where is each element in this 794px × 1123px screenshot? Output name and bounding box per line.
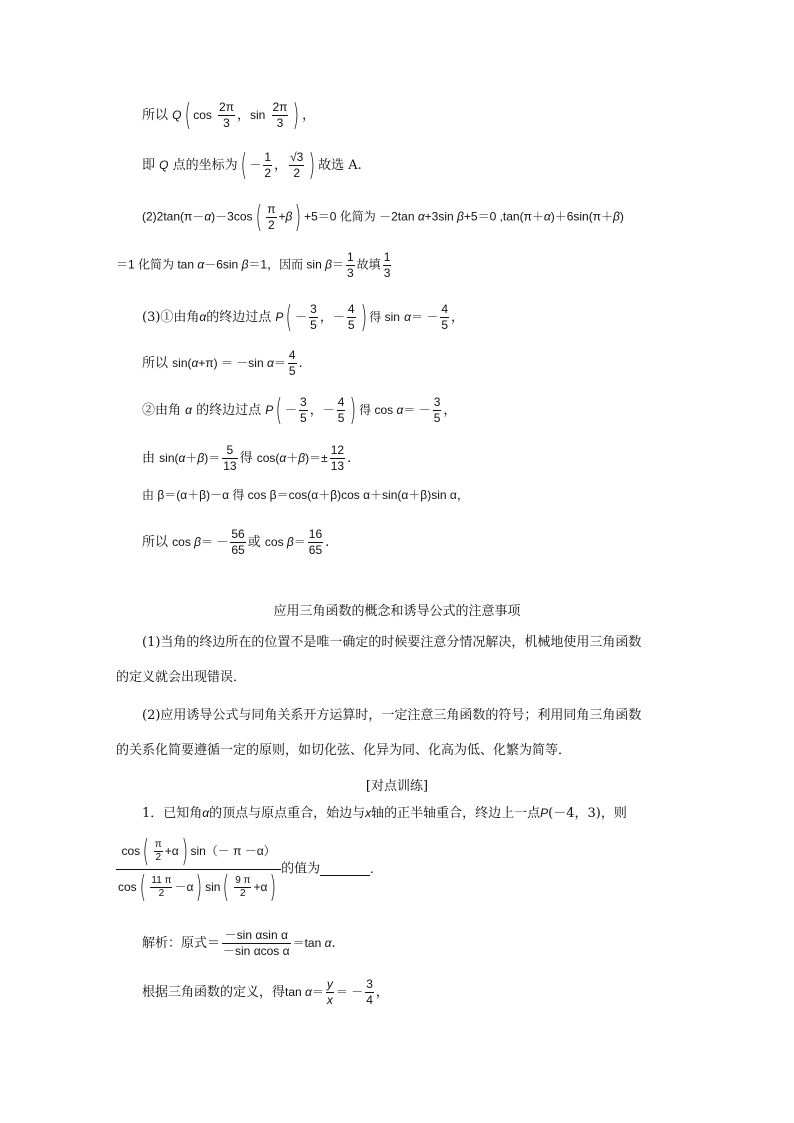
num: 1 bbox=[383, 250, 391, 264]
beta: β bbox=[197, 451, 205, 465]
den: 2 bbox=[240, 888, 246, 900]
text: ②由角 bbox=[142, 403, 182, 418]
text: 得 bbox=[239, 451, 253, 466]
fraction bbox=[272, 100, 289, 131]
comma: ， bbox=[302, 108, 316, 123]
period: . bbox=[298, 356, 303, 371]
num: 3 bbox=[366, 977, 373, 991]
den: 5 bbox=[433, 411, 441, 425]
period: . bbox=[325, 535, 330, 550]
fraction bbox=[365, 977, 374, 1008]
alpha: α bbox=[185, 403, 192, 417]
text: )－3cos bbox=[211, 209, 253, 224]
fraction bbox=[347, 302, 356, 333]
text: (2)2tan(π－ bbox=[142, 209, 205, 224]
fraction bbox=[308, 527, 323, 558]
beta: β bbox=[613, 209, 620, 224]
p6-line: 由 β＝(α＋β)－α 得 cos β＝cos(α＋β)cos α＋sin(α＋β)sin α， bbox=[142, 488, 469, 502]
text: 即 bbox=[142, 158, 156, 173]
paren: ( bbox=[184, 97, 191, 133]
den: 3 bbox=[346, 266, 354, 280]
fraction bbox=[440, 302, 449, 333]
text: 由 bbox=[142, 451, 156, 466]
sign: － bbox=[295, 310, 308, 324]
text: 所以 bbox=[142, 108, 169, 123]
num: √3 bbox=[290, 150, 304, 164]
text: (－4，3)，则 bbox=[548, 806, 627, 821]
solution-line2 bbox=[142, 977, 389, 1008]
den: 5 bbox=[310, 318, 317, 332]
alpha: α bbox=[204, 209, 212, 224]
den: 3 bbox=[383, 266, 391, 280]
beta: β bbox=[194, 535, 202, 549]
beta: β bbox=[286, 535, 294, 549]
comma: ， bbox=[375, 985, 389, 1000]
alpha: α bbox=[178, 451, 186, 465]
paren: ) bbox=[295, 199, 302, 235]
num: y bbox=[326, 977, 333, 991]
fraction bbox=[154, 839, 163, 864]
beta: β bbox=[298, 451, 306, 465]
text: sin( bbox=[172, 356, 192, 370]
paren: ) bbox=[181, 833, 188, 869]
text: ＝ bbox=[293, 535, 306, 549]
p2-line1 bbox=[142, 199, 624, 235]
point-label: P bbox=[265, 403, 274, 417]
sign: － bbox=[332, 310, 345, 324]
fraction bbox=[299, 395, 308, 426]
comma: ， bbox=[309, 403, 323, 418]
paren: ) bbox=[308, 147, 316, 183]
num: －sin αsin α bbox=[222, 928, 291, 944]
num: 12 bbox=[330, 443, 345, 457]
p3b-line bbox=[142, 348, 303, 379]
fraction bbox=[263, 150, 272, 181]
big-denominator bbox=[116, 870, 281, 905]
text: 的顶点与原点重合，始边与 bbox=[209, 806, 366, 821]
den: 2 bbox=[293, 166, 301, 180]
paren: ) bbox=[270, 869, 277, 905]
text: ＝ － bbox=[410, 310, 439, 324]
point-label: P bbox=[275, 310, 284, 324]
text: +α bbox=[164, 844, 179, 858]
num: 4 bbox=[337, 395, 345, 409]
beta: β bbox=[325, 257, 332, 272]
text: ＋ bbox=[286, 451, 299, 465]
num: 16 bbox=[308, 527, 323, 541]
text: cos bbox=[172, 535, 195, 549]
comma: ， bbox=[274, 158, 288, 173]
text: ＋ bbox=[185, 451, 198, 465]
sign: － bbox=[249, 158, 262, 172]
den: 2 bbox=[155, 852, 162, 864]
paren: ( bbox=[139, 869, 146, 905]
p2-line2 bbox=[116, 250, 393, 281]
text: 的终边过点 bbox=[196, 403, 262, 418]
den: 2 bbox=[264, 166, 272, 180]
text: ＝ － bbox=[335, 985, 364, 999]
note1-line2: 的定义就会出现错误． bbox=[116, 670, 247, 685]
func: sin bbox=[205, 879, 221, 894]
den: 65 bbox=[308, 543, 323, 557]
q1-expression bbox=[116, 834, 382, 905]
solution-line1 bbox=[142, 928, 336, 959]
fraction bbox=[383, 250, 392, 281]
den: 5 bbox=[347, 318, 355, 332]
paren: ( bbox=[275, 392, 283, 428]
num: 9 π bbox=[235, 875, 251, 887]
text: sin（－ π －α） bbox=[190, 844, 276, 858]
fraction bbox=[433, 395, 442, 426]
alpha: α bbox=[266, 356, 274, 370]
text: cos bbox=[264, 535, 287, 549]
text: cos( bbox=[256, 451, 280, 465]
den: 65 bbox=[231, 543, 245, 557]
den: 5 bbox=[300, 411, 307, 425]
num: 4 bbox=[288, 348, 296, 362]
text: ＝tan bbox=[292, 936, 325, 950]
q1-line1 bbox=[142, 805, 627, 822]
num: 2π bbox=[272, 100, 288, 114]
text: 的终边过点 bbox=[206, 310, 272, 325]
num: 4 bbox=[347, 302, 355, 316]
num: 3 bbox=[433, 395, 441, 409]
period: ． bbox=[370, 861, 383, 876]
den: 13 bbox=[330, 459, 345, 473]
fraction bbox=[222, 928, 291, 959]
den: 5 bbox=[337, 411, 345, 425]
text: )＝ bbox=[204, 451, 221, 465]
text: tan bbox=[285, 985, 306, 999]
p3-line bbox=[142, 299, 465, 335]
den: 4 bbox=[366, 993, 373, 1007]
text: +3sin bbox=[424, 209, 458, 224]
text: 故选 A. bbox=[318, 158, 362, 173]
point-label: Q bbox=[172, 108, 182, 122]
p7-line bbox=[142, 527, 329, 558]
fraction bbox=[309, 302, 318, 333]
den: 5 bbox=[441, 318, 448, 332]
text: －6sin bbox=[204, 257, 242, 272]
paren: ) bbox=[293, 97, 300, 133]
text: (3)①由角 bbox=[142, 310, 200, 325]
text: +α bbox=[253, 879, 268, 894]
text: ＝ bbox=[273, 356, 286, 370]
note1-line1: (1)当角的终边所在的位置不是唯一确定的时候要注意分情况解决，机械地使用三角函数 bbox=[142, 635, 642, 650]
text: 所以 bbox=[142, 535, 169, 550]
text: +5＝0 化简为 －2tan bbox=[304, 209, 418, 224]
training-title: [对点训练] bbox=[365, 779, 429, 794]
note2-line2: 的关系化简要遵循一定的原则，如切化弦、化异为同、化高为低、化繁为简等． bbox=[116, 743, 572, 758]
text: 解析：原式＝ bbox=[142, 936, 221, 951]
comma: ， bbox=[319, 310, 333, 325]
text: 或 bbox=[247, 535, 261, 550]
func: cos bbox=[121, 844, 141, 858]
beta: β bbox=[285, 209, 293, 224]
beta: β bbox=[241, 257, 249, 272]
text: ＝1，因而 sin bbox=[248, 257, 326, 272]
sign: － bbox=[322, 403, 335, 417]
text: ＝ － bbox=[403, 403, 431, 417]
num: 2π bbox=[219, 100, 234, 114]
paren: ( bbox=[255, 199, 262, 235]
alpha: α bbox=[396, 403, 404, 417]
text: ＝ bbox=[311, 985, 324, 999]
func: cos bbox=[118, 879, 137, 894]
p4-line bbox=[142, 392, 457, 428]
num: 56 bbox=[231, 527, 245, 541]
num: π bbox=[267, 202, 276, 216]
paren: ( bbox=[223, 869, 230, 905]
fraction bbox=[234, 875, 251, 900]
fraction bbox=[337, 395, 346, 426]
text: 得 cos bbox=[359, 403, 397, 417]
comma: ， bbox=[451, 310, 465, 325]
den: 3 bbox=[276, 116, 284, 130]
text: 1．已知角 bbox=[142, 806, 203, 821]
p5-line bbox=[142, 443, 351, 474]
num: 3 bbox=[300, 395, 307, 409]
paren: ) bbox=[360, 299, 367, 335]
note2-line1: (2)应用诱导公式与同角关系开方运算时，一定注意三角函数的符号；利用同角三角函数 bbox=[142, 708, 642, 723]
big-numerator bbox=[116, 834, 281, 870]
section-title: 应用三角函数的概念和诱导公式的注意事项 bbox=[273, 604, 521, 619]
num: 5 bbox=[222, 443, 237, 459]
alpha: α bbox=[417, 209, 425, 224]
num: 4 bbox=[441, 302, 448, 316]
alpha: α bbox=[279, 451, 287, 465]
sign: － bbox=[285, 403, 298, 417]
alpha: α bbox=[197, 257, 205, 272]
comma: ， bbox=[237, 108, 251, 123]
text: ＝ bbox=[331, 257, 344, 272]
text: 根据三角函数的定义，得 bbox=[142, 985, 286, 1000]
text: 点的坐标为 bbox=[172, 158, 238, 173]
text: sin( bbox=[159, 451, 179, 465]
alpha: α bbox=[404, 310, 411, 324]
fraction bbox=[150, 875, 172, 900]
den: 3 bbox=[223, 116, 230, 130]
period: . bbox=[347, 451, 352, 466]
den: 2 bbox=[158, 888, 165, 900]
text: 的值为 bbox=[281, 861, 321, 877]
fraction bbox=[289, 150, 304, 181]
text: －α bbox=[174, 879, 194, 894]
fraction bbox=[288, 348, 297, 379]
alpha: α bbox=[324, 936, 332, 950]
answer-blank bbox=[320, 863, 370, 876]
fraction bbox=[330, 443, 345, 474]
alpha: α bbox=[199, 310, 207, 324]
text: +π) ＝ －sin bbox=[198, 356, 267, 370]
text: +5＝0 ,tan(π＋ bbox=[463, 209, 544, 224]
fraction bbox=[230, 527, 245, 558]
alpha: α bbox=[543, 209, 551, 224]
point-label: P bbox=[540, 806, 549, 820]
q-coord-line bbox=[142, 97, 316, 133]
func: sin bbox=[250, 108, 266, 122]
num: 1 bbox=[264, 150, 272, 164]
alpha: α bbox=[305, 985, 312, 999]
fraction bbox=[346, 250, 355, 281]
paren: ( bbox=[240, 147, 247, 183]
paren: ( bbox=[142, 833, 150, 869]
paren: ) bbox=[350, 392, 357, 428]
text: )＝± bbox=[305, 451, 328, 465]
den: x bbox=[326, 993, 333, 1007]
point-label: Q bbox=[159, 158, 169, 172]
text: 轴的正半轴重合，终边上一点 bbox=[371, 806, 541, 821]
num: 3 bbox=[310, 302, 317, 316]
num: 11 π bbox=[151, 875, 172, 887]
num: 1 bbox=[346, 250, 354, 264]
fraction bbox=[218, 100, 235, 131]
text: 得 sin bbox=[369, 310, 400, 324]
comma: ， bbox=[443, 403, 457, 418]
text: ＝ － bbox=[201, 535, 229, 549]
text: 所以 bbox=[142, 356, 169, 371]
paren: ( bbox=[286, 299, 293, 335]
func: cos bbox=[193, 108, 212, 122]
text: )＋6sin(π＋ bbox=[550, 209, 614, 224]
text: ) bbox=[619, 209, 624, 224]
period: . bbox=[331, 936, 336, 951]
den: 13 bbox=[223, 459, 237, 473]
alpha: α bbox=[191, 356, 199, 370]
text: 故填 bbox=[356, 257, 381, 272]
text: + bbox=[278, 209, 286, 224]
num: π bbox=[154, 839, 162, 851]
big-fraction bbox=[116, 834, 281, 905]
den: －sin αcos α bbox=[223, 944, 290, 958]
var-x: x bbox=[365, 806, 372, 820]
fraction bbox=[326, 977, 334, 1008]
den: 2 bbox=[268, 218, 275, 232]
fraction bbox=[266, 202, 276, 233]
q-result-line bbox=[142, 147, 362, 183]
beta: β bbox=[457, 209, 464, 224]
den: 5 bbox=[288, 364, 296, 378]
paren: ) bbox=[196, 869, 203, 905]
text: ＝1 化简为 tan bbox=[116, 257, 198, 272]
alpha: α bbox=[202, 806, 210, 820]
fraction bbox=[222, 443, 237, 474]
